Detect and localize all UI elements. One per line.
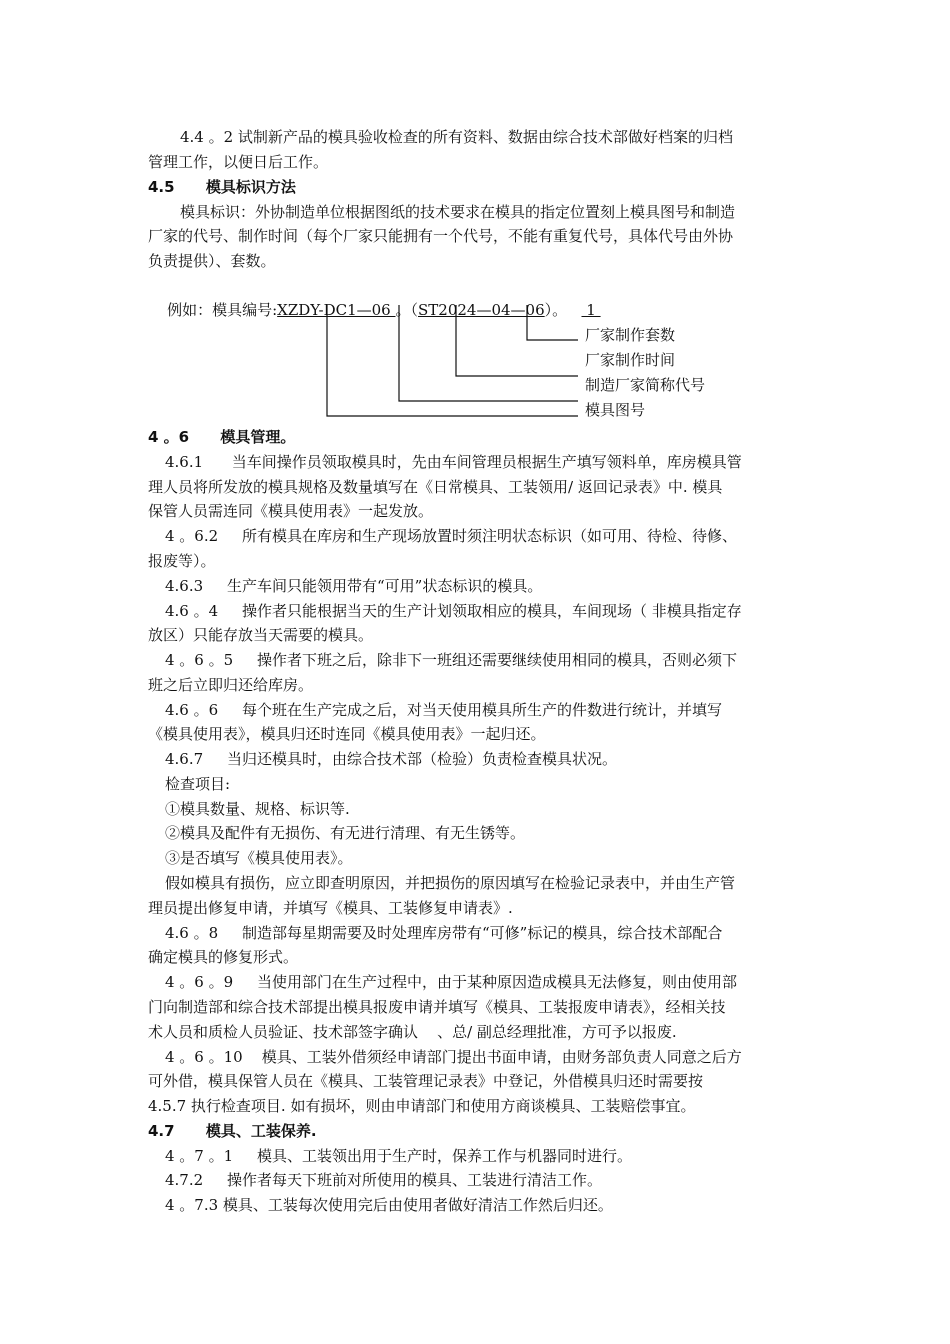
example-separator-1: 。（ xyxy=(395,301,419,319)
damage-para-line1: 假如模具有损伤，应立即查明原因，并把损伤的原因填写在检验记录表中，并由生产管 xyxy=(165,874,736,892)
para-4-6-5-line1: 4 。6 。5 操作者下班之后，除非下一班组还需要继续使用相同的模具，否则必须下 xyxy=(165,651,738,669)
diagram-label-sets: 厂家制作套数 xyxy=(585,326,676,344)
para-4-6-1-line2: 理人员将所发放的模具规格及数量填写在《日常模具、工装领用/ 返回记录表》中. 模具 xyxy=(148,478,723,496)
paragraph-4-5-line3: 负责提供）、套数。 xyxy=(148,252,276,270)
diagram-label-time: 厂家制作时间 xyxy=(585,351,676,369)
diagram-label-maker: 制造厂家简称代号 xyxy=(585,376,706,394)
para-4-6-9-line3: 术人员和质检人员验证、技术部签字确认 、总/ 副总经理批准，方可予以报废. xyxy=(148,1023,677,1041)
damage-para-line2: 理员提出修复申请，并填写《模具、工装修复申请表》. xyxy=(148,899,513,917)
para-4-7-1: 4 。7 。1 模具、工装领出用于生产时，保养工作与机器同时进行。 xyxy=(165,1147,633,1165)
paragraph-4-4-2-line1: 4.4 。2 试制新产品的模具验收检查的所有资料、数据由综合技术部做好档案的归档 xyxy=(180,128,733,146)
bracket-drawing-line xyxy=(327,305,578,416)
paragraph-4-5-line1: 模具标识：外协制造单位根据图纸的技术要求在模具的指定位置刻上模具图号和制造 xyxy=(180,203,736,221)
para-4-6-9-line2: 门向制造部和综合技术部提出模具报废申请并填写《模具、工装报废申请表》，经相关技 xyxy=(148,998,726,1016)
check-item-1: ①模具数量、规格、标识等. xyxy=(165,800,350,818)
heading-4-5: 4.5 模具标识方法 xyxy=(148,178,296,196)
bracket-sets-line xyxy=(527,305,578,340)
para-4-6-1-line3: 保管人员需连同《模具使用表》一起发放。 xyxy=(148,502,434,520)
check-item-2: ②模具及配件有无损伤、有无进行清理、有无生锈等。 xyxy=(165,824,526,842)
check-items-heading: 检查项目: xyxy=(165,775,231,793)
para-4-6-10-line1: 4 。6 。10 模具、工装外借须经申请部门提出书面申请，由财务部负责人同意之后方 xyxy=(165,1048,742,1066)
example-prefix: 例如：模具编号: xyxy=(167,301,278,319)
para-4-6-8-line1: 4.6 。8 制造部每星期需要及时处理库房带有“可修”标记的模具，综合技术部配合 xyxy=(165,924,723,942)
para-4-6-7: 4.6.7 当归还模具时，由综合技术部（检验）负责检查模具状况。 xyxy=(165,750,618,768)
example-drawing-number: XZDY-DC1—06 xyxy=(277,301,396,319)
para-4-6-2-line1: 4 。6.2 所有模具在库房和生产现场放置时须注明状态标识（如可用、待检、待修、 xyxy=(165,527,738,545)
code-structure-diagram xyxy=(0,0,950,440)
para-4-6-4-line1: 4.6 。4 操作者只能根据当天的生产计划领取相应的模具，车间现场（ 非模具指定存 xyxy=(165,602,742,620)
heading-4-7: 4.7 模具、工装保养. xyxy=(148,1122,317,1140)
para-4-6-1-line1: 4.6.1 当车间操作员领取模具时，先由车间管理员根据生产填写领料单，库房模具管 xyxy=(165,453,742,471)
check-item-3: ③是否填写《模具使用表》。 xyxy=(165,849,353,867)
diagram-label-drawing-number: 模具图号 xyxy=(585,401,646,419)
para-4-6-2-line2: 报废等）。 xyxy=(148,552,216,570)
para-4-6-6-line1: 4.6 。6 每个班在生产完成之后，对当天使用模具所生产的件数进行统计，并填写 xyxy=(165,701,723,719)
example-make-time: ST2024—04—06 xyxy=(418,301,545,319)
para-4-6-10-line3: 4.5.7 执行检查项目. 如有损坏，则由申请部门和使用方商谈模具、工装赔偿事宜。 xyxy=(148,1097,696,1115)
para-4-7-3: 4 。7.3 模具、工装每次使用完后由使用者做好清洁工作然后归还。 xyxy=(165,1196,613,1214)
para-4-6-5-line2: 班之后立即归还给库房。 xyxy=(148,676,314,694)
para-4-6-6-line2: 《模具使用表》，模具归还时连同《模具使用表》一起归还。 xyxy=(148,725,546,743)
para-4-6-4-line2: 放区）只能存放当天需要的模具。 xyxy=(148,626,374,644)
para-4-6-10-line2: 可外借，模具保管人员在《模具、工装管理记录表》中登记，外借模具归还时需要按 xyxy=(148,1072,704,1090)
para-4-7-2: 4.7.2 操作者每天下班前对所使用的模具、工装进行清洁工作。 xyxy=(165,1171,603,1189)
bracket-maker-line xyxy=(399,305,578,401)
para-4-6-3: 4.6.3 生产车间只能领用带有“可用”状态标识的模具。 xyxy=(165,577,543,595)
example-set-count: 1 xyxy=(581,301,601,319)
example-separator-2: ）。 xyxy=(544,301,568,319)
para-4-6-8-line2: 确定模具的修复形式。 xyxy=(148,948,299,966)
heading-4-6: 4 。6 模具管理。 xyxy=(148,428,296,446)
paragraph-4-4-2-line2: 管理工作，以便日后工作。 xyxy=(148,153,329,171)
para-4-6-9-line1: 4 。6 。9 当使用部门在生产过程中，由于某种原因造成模具无法修复，则由使用部 xyxy=(165,973,738,991)
paragraph-4-5-line2: 厂家的代号、制作时间（每个厂家只能拥有一个代号，不能有重复代号，具体代号由外协 xyxy=(148,227,734,245)
